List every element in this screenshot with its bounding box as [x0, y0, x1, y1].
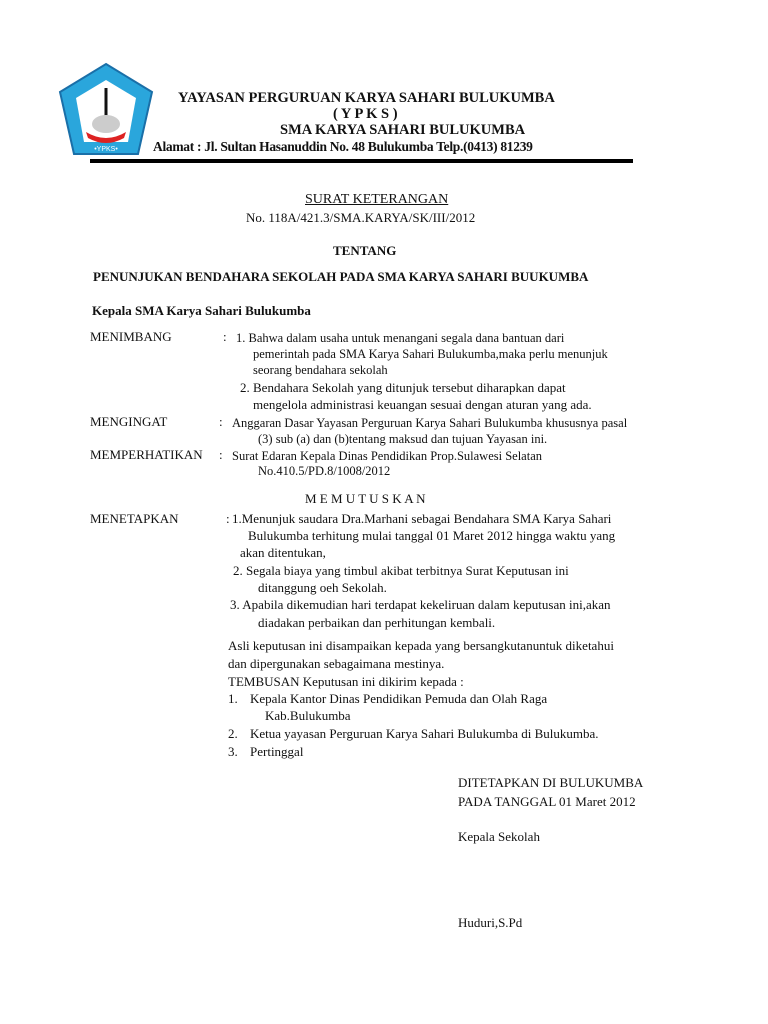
foundation-name: YAYASAN PERGURUAN KARYA SAHARI BULUKUMBA — [178, 90, 555, 106]
text-line: 2. Bendahara Sekolah yang ditunjuk tersebut diharapkan dapat — [240, 380, 566, 395]
text-line: diadakan perbaikan dan perhitungan kembali. — [258, 615, 496, 630]
section-label: MENIMBANG — [90, 329, 172, 344]
text-line: 2. Segala biaya yang timbul akibat terbitnya Surat Keputusan ini — [233, 563, 569, 578]
text-line: (3) sub (a) dan (b)tentang maksud dan tujuan Yayasan ini. — [258, 432, 548, 446]
text-line: TEMBUSAN Keputusan ini dikirim kepada : — [228, 674, 464, 689]
text-line: Bulukumba terhitung mulai tanggal 01 Maret 2012 hingga waktu yang — [248, 528, 616, 543]
text-line: pemerintah pada SMA Karya Sahari Bulukumba,maka perlu menunjuk — [253, 347, 608, 361]
colon: : — [226, 511, 230, 526]
cc-item: Ketua yayasan Perguruan Karya Sahari Bulukumba di Bulukumba. — [250, 726, 599, 741]
svg-text:•YPKS•: •YPKS• — [94, 146, 118, 153]
cc-number: 2. — [228, 726, 238, 741]
text-line: Asli keputusan ini disampaikan kepada yang bersangkutanuntuk diketahui — [228, 638, 614, 653]
cc-item: Pertinggal — [250, 744, 304, 759]
text-line: seorang bendahara sekolah — [253, 363, 388, 377]
document-subject: PENUNJUKAN BENDAHARA SEKOLAH PADA SMA KARYA SAHARI BUUKUMBA — [93, 269, 589, 284]
school-name: SMA KARYA SAHARI BULUKUMBA — [280, 122, 526, 138]
cc-number: 1. — [228, 691, 238, 706]
text-line: 1. Bahwa dalam usaha untuk menangani segala dana bantuan dari — [236, 331, 565, 345]
memutuskan-heading: M E M U T U S K A N — [305, 491, 426, 506]
text-line: No.410.5/PD.8/1008/2012 — [258, 464, 391, 478]
section-label: MEMPERHATIKAN — [90, 447, 203, 462]
text-line: Surat Edaran Kepala Dinas Pendidikan Prop.Sulawesi Selatan — [232, 449, 542, 463]
signature-position: Kepala Sekolah — [458, 829, 540, 844]
colon: : — [223, 329, 227, 344]
signature-place: DITETAPKAN DI BULUKUMBA — [458, 775, 644, 790]
cc-number: 3. — [228, 744, 238, 759]
text-line: 1.Menunjuk saudara Dra.Marhani sebagai Bendahara SMA Karya Sahari — [232, 511, 612, 526]
section-label: MENETAPKAN — [90, 511, 179, 526]
cc-item: Kepala Kantor Dinas Pendidikan Pemuda dan Olah Raga — [250, 691, 548, 706]
foundation-acronym: ( Y P K S ) — [333, 106, 398, 122]
cc-item: Kab.Bulukumba — [265, 708, 351, 723]
text-line: dan dipergunakan sebagaimana mestinya. — [228, 656, 445, 671]
text-line: mengelola administrasi keuangan sesuai dengan aturan yang ada. — [253, 397, 592, 412]
text-line: ditanggung oeh Sekolah. — [258, 580, 387, 595]
header-divider — [90, 159, 633, 163]
signatory-name: Huduri,S.Pd — [458, 915, 523, 930]
addressee: Kepala SMA Karya Sahari Bulukumba — [92, 303, 311, 318]
colon: : — [219, 447, 223, 462]
text-line: 3. Apabila dikemudian hari terdapat kekeliruan dalam keputusan ini,akan — [230, 597, 611, 612]
colon: : — [219, 414, 223, 429]
school-logo — [58, 62, 154, 162]
section-label: MENGINGAT — [90, 414, 168, 429]
text-line: akan ditentukan, — [240, 545, 326, 560]
signature-date: PADA TANGGAL 01 Maret 2012 — [458, 794, 636, 809]
document-title: SURAT KETERANGAN — [305, 192, 449, 207]
tentang-heading: TENTANG — [333, 243, 397, 258]
text-line: Anggaran Dasar Yayasan Perguruan Karya Sahari Bulukumba khususnya pasal — [232, 416, 628, 430]
document-number: No. 118A/421.3/SMA.KARYA/SK/III/2012 — [246, 210, 476, 225]
school-address: Alamat : Jl. Sultan Hasanuddin No. 48 Bulukumba Telp.(0413) 81239 — [153, 139, 533, 154]
